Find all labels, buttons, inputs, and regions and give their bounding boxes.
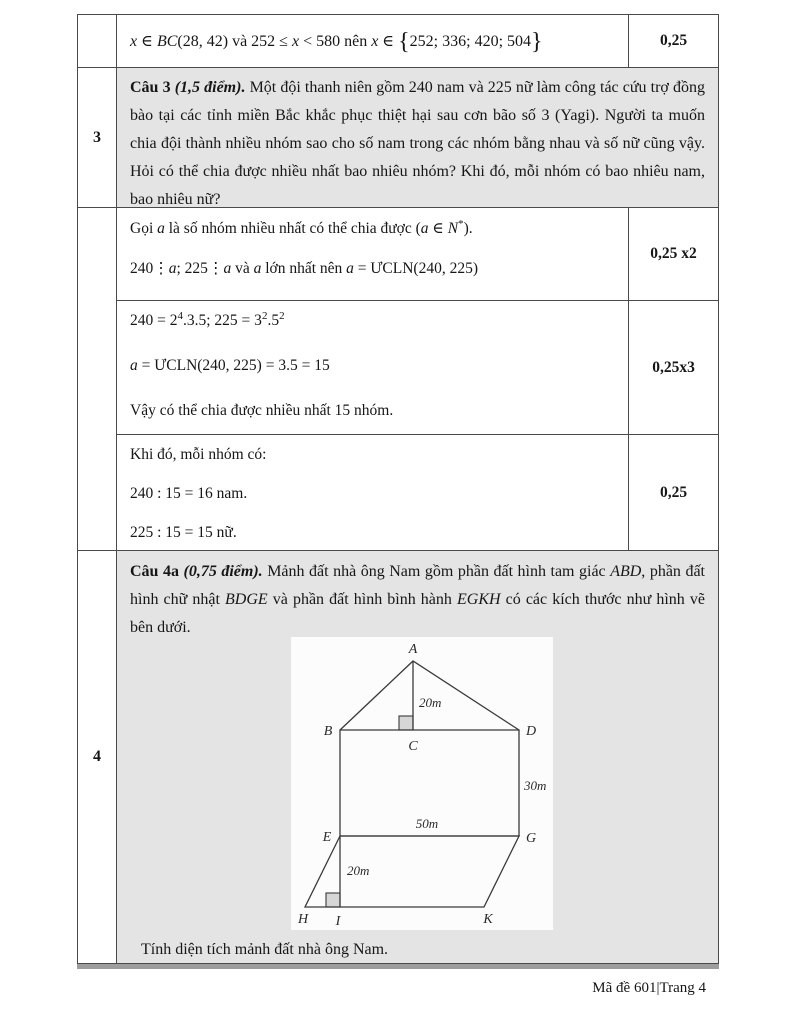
vertex-label-H: H (297, 912, 309, 927)
solution-line: 240 : 15 = 16 nam. (130, 485, 248, 502)
vertex-label-G: G (525, 831, 537, 846)
question-text: Câu 3 (1,5 điểm). Một đội thanh niên gồm 240 nam và 225 nữ làm công tác cứu trợ đồng bào tại các tỉnh miền Bắc khắc phục thiệt hại sau cơn bão số 3 (Yagi). Người ta muốn chia đội thành nhiều nhóm sao cho số nam trong các nhóm bằng nhau và số nữ cũng vậy. Hỏi có thể chia được nhiều nhất bao nhiêu nhóm? Khi đó, mỗi nhóm có bao nhiêu nam, bao nhiêu nữ? (130, 79, 705, 208)
cau3-solution-step3 (117, 435, 629, 551)
vertex-label-C: C (408, 739, 418, 754)
math-line: x ∈ BC(28, 42) và 252 ≤ x < 580 nên x ∈ {252; 336; 420; 504} (130, 29, 543, 55)
points-cell (629, 435, 719, 551)
number-cell-3 (78, 68, 117, 208)
points-value: 0,25 (659, 32, 688, 49)
solution-line: $240 = 2^4.3.5$; $225 = 3^2.5^2$ (130, 309, 285, 329)
cau3-solution-step1 (117, 208, 629, 301)
land-plot-figure (291, 637, 553, 930)
dim-label-width: 50m (415, 816, 439, 831)
points-cell (629, 208, 719, 301)
page-cut-divider (77, 964, 719, 969)
points-cell (629, 301, 719, 435)
vertex-label-E: E (322, 830, 332, 845)
number-cell-4 (78, 551, 117, 964)
vertex-label-K: K (483, 912, 493, 927)
right-angle-marker-C (399, 716, 413, 730)
vertex-label-D: D (525, 724, 537, 739)
points-value: 0,25 (659, 483, 688, 501)
cau3-question-cell (117, 68, 719, 208)
vertex-label-I: I (335, 914, 341, 929)
solution-line: 225 : 15 = 15 nữ. (130, 524, 237, 541)
dim-label-right-side: 30m (524, 778, 547, 793)
number-cell-empty-mid (78, 208, 117, 551)
dim-label-para-height: 20m (347, 863, 370, 878)
solution-line: 240⋮a; 225⋮a và a lớn nhất nên a = ƯCLN(240, 225) (130, 260, 478, 277)
solution-line: a = ƯCLN(240, 225) = 3.5 = 15 (130, 357, 330, 374)
points-value: 0,25 x2 (650, 245, 697, 262)
answer-key-table (77, 14, 719, 964)
geometry-diagram (291, 637, 553, 930)
question-number: 4 (93, 748, 101, 765)
cau3-solution-step2 (117, 301, 629, 435)
dim-label-triangle-height: 20m (419, 695, 442, 710)
task-text: Tính diện tích mảnh đất nhà ông Nam. (141, 941, 389, 958)
question-text: Câu 4a (0,75 điểm). Mảnh đất nhà ông Nam gồm phần đất hình tam giác ABD, phần đất hình chữ nhật BDGE và phần đất hình bình hành EGKH có các kích thước như hình vẽ bên dưới. (130, 563, 705, 636)
points-cell (629, 15, 719, 68)
question-number: 3 (93, 128, 101, 146)
cau4a-question-cell (117, 551, 719, 964)
solution-line: Vậy có thể chia được nhiều nhất 15 nhóm. (130, 402, 394, 419)
vertex-label-B: B (323, 724, 333, 739)
page-footer: Mã đề 601|Trang 4 (592, 980, 706, 996)
carry-row-solution-text (117, 15, 629, 68)
solution-line: Gọi a là số nhóm nhiều nhất có thể chia được (a ∈ N*). (130, 217, 473, 237)
points-value: 0,25x3 (652, 358, 695, 376)
solution-line: Khi đó, mỗi nhóm có: (130, 446, 267, 463)
number-cell-empty-top (78, 15, 117, 68)
right-angle-marker-I (326, 893, 340, 907)
vertex-label-A: A (408, 642, 418, 657)
